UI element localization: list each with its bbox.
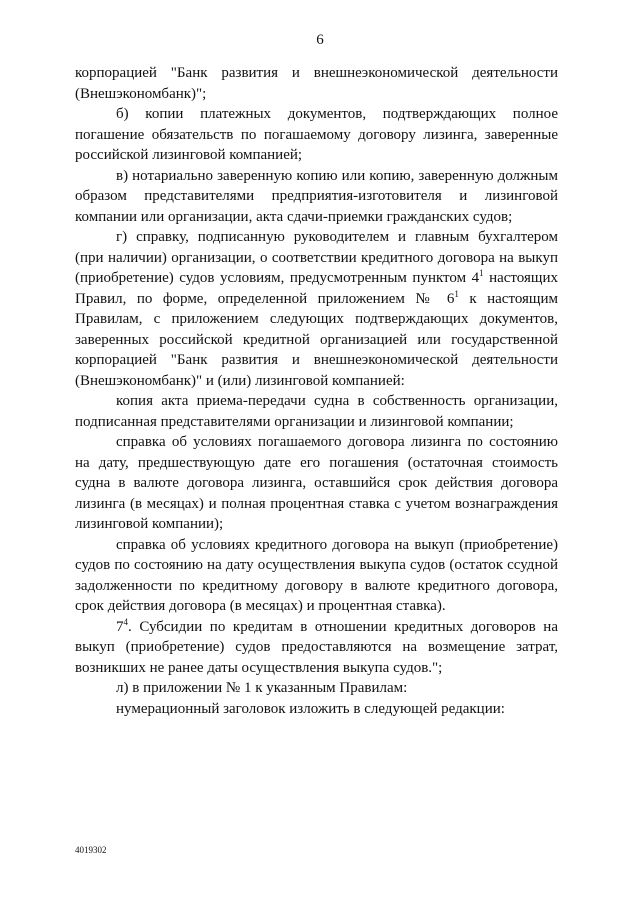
paragraph-continuation: корпорацией "Банк развития и внешнеэкономической деятельности (Внешэкономбанк)"; — [75, 65, 558, 102]
paragraph-item-v: в) нотариально заверенную копию или копию, заверенную должным образом представителями предприятия-изготовителя и лизинговой компании или организации, акта сдачи-приемки гражданских судов; — [75, 167, 558, 225]
document-body — [75, 63, 558, 719]
document-code: 4019302 — [75, 845, 107, 855]
paragraph-item-b: б) копии платежных документов, подтверждающих полное погашение обязательств по погашаемому договору лизинга, заверенные российской лизинговой компанией; — [75, 106, 558, 163]
paragraph-clause-7-4: $7^4$. Субсидии по кредитам в отношении кредитных договоров на выкуп (приобретение) судов предоставляются на возмещение затрат, возникших не ранее даты осуществления выкупа судов."; — [75, 616, 558, 676]
paragraph-credit-reference: справка об условиях кредитного договора на выкуп (приобретение) судов по состоянию на дату осуществления выкупа судов (остаток ссудной задолженности по кредитному договору в валюте кредитного договора, срок действия договора (в месяцах) и процентная ставка). — [75, 536, 558, 614]
page-number: 6 — [316, 32, 324, 48]
superscript: 4 — [123, 616, 128, 627]
superscript: 1 — [454, 288, 459, 299]
paragraph-heading-instruction: нумерационный заголовок изложить в следующей редакции: — [116, 700, 505, 717]
superscript: 1 — [479, 268, 484, 278]
paragraph-item-l: л) в приложении № 1 к указанным Правилам: — [116, 680, 408, 696]
paragraph-act-copy: копия акта приема-передачи судна в собственность организации, подписанная представителями организации и лизинговой компании; — [75, 393, 558, 430]
paragraph-leasing-reference: справка об условиях погашаемого договора лизинга по состоянию на дату, предшествующую дате его погашения (остаточная стоимость судна в валюте договора лизинга, оставшийся срок действия договора лизинга (в месяцах) и полная процентная ставка с учетом вознаграждения лизинговой компании); — [75, 434, 558, 532]
paragraph-item-g: г) справку, подписанную руководителем и главным бухгалтером (при наличии) организации, о соответствии кредитного договора на выкуп (приобретение) судов условиям, предусмотренным пунктом $4^1$ настоящих Правил, по форме, определенной приложением № $6^1$ к настоящим Правилам, с приложением следующих подтверждающих документов, заверенных российской кредитной организацией или государственной корпорацией "Банк развития и внешнеэкономической деятельности (Внешэкономбанк)" и (или) лизинговой компанией: — [75, 229, 559, 389]
